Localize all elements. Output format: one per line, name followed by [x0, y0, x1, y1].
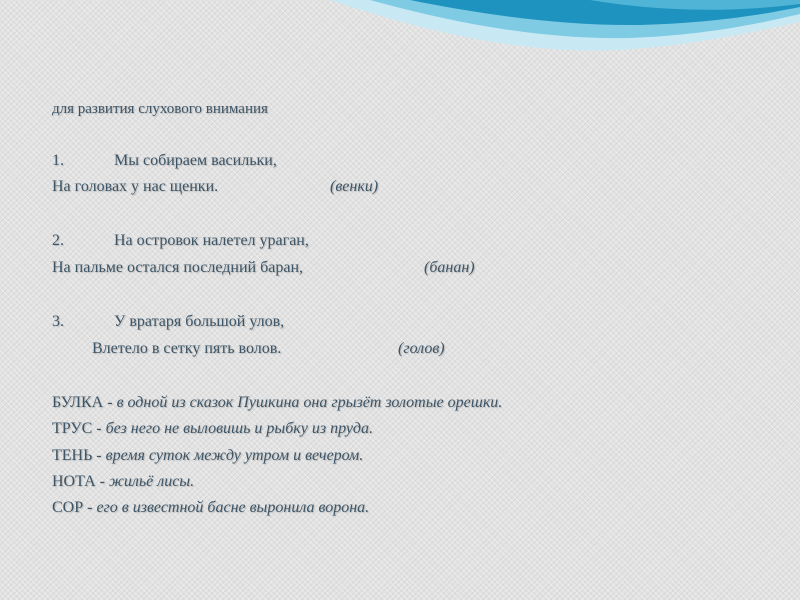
word-3: ТЕНЬ — [52, 447, 93, 464]
word-clue-line — [52, 474, 194, 490]
riddle-2-text-2: На пальме остался последний баран, — [52, 259, 304, 276]
riddle-1-line-1 — [52, 153, 277, 169]
word-clue-line — [52, 421, 373, 437]
word-4: НОТА — [52, 473, 96, 490]
word-4-clue: жильё лисы. — [108, 473, 195, 490]
word-2: ТРУС — [52, 420, 93, 437]
riddle-2-line-1 — [52, 233, 309, 249]
riddle-2-line-2 — [52, 260, 303, 276]
word-2-separator: - — [96, 420, 102, 437]
riddle-1-line-2 — [52, 179, 218, 195]
word-clue-line — [52, 500, 369, 516]
riddle-3-answer: (голов) — [398, 340, 445, 357]
word-1-separator: - — [107, 394, 113, 411]
word-3-clue: время суток между утром и вечером. — [105, 447, 364, 464]
riddle-3-line-1 — [52, 314, 284, 330]
riddle-2-answer: (банан) — [424, 259, 475, 276]
word-3-separator: - — [96, 447, 102, 464]
riddle-3-number: 3. — [52, 313, 64, 330]
slide-heading: для развития слухового внимания — [52, 101, 268, 117]
riddle-2-text-1: На островок налетел ураган, — [114, 232, 309, 249]
riddle-3-line-2 — [92, 341, 281, 357]
riddle-3-text-2: Влетело в сетку пять волов. — [92, 340, 282, 357]
riddle-2-number: 2. — [52, 232, 64, 249]
riddle-1-number: 1. — [52, 152, 64, 169]
riddle-1-text-2: На головах у нас щенки. — [52, 178, 219, 195]
riddle-3-text-1: У вратаря большой улов, — [114, 313, 285, 330]
word-1: БУЛКА — [52, 394, 104, 411]
word-5: СОР — [52, 499, 84, 516]
riddle-1-answer: (венки) — [330, 178, 379, 195]
word-4-separator: - — [99, 473, 105, 490]
word-5-separator: - — [87, 499, 93, 516]
riddle-1-text-1: Мы собираем васильки, — [114, 152, 277, 169]
word-clue-line — [52, 395, 502, 411]
word-5-clue: его в известной басне выронила ворона. — [96, 499, 370, 516]
word-2-clue: без него не выловишь и рыбку из пруда. — [105, 420, 374, 437]
word-1-clue: в одной из сказок Пушкина она грызёт золотые орешки. — [116, 394, 503, 411]
word-clue-line — [52, 448, 363, 464]
